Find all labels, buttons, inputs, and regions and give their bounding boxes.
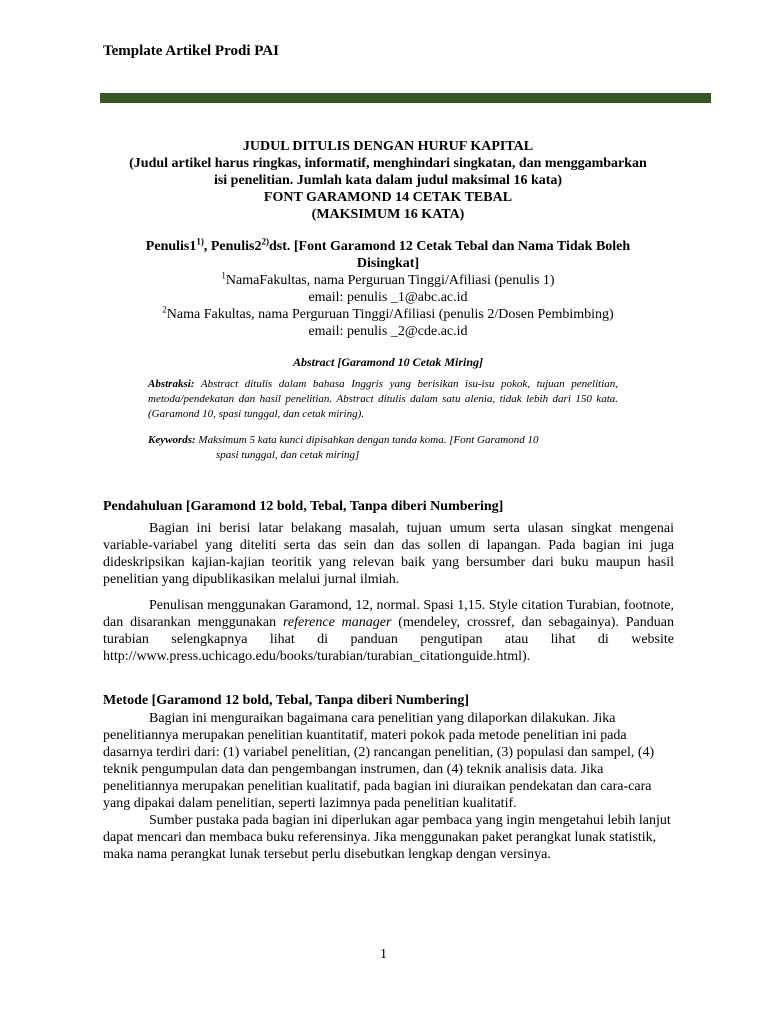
reference-manager-term: reference manager [282, 615, 392, 630]
paragraph: Sumber pustaka pada bagian ini diperlukan agar pembaca yang ingin mengetahui lebih lanjut dapat mencari dan membaca buku referensinya. Jika menggunakan paket perangkat lunak statistik, maka nama perangkat lunak tersebut perlu disebutkan lengkap dengan versinya. [103, 813, 671, 862]
abstract-text: Abstract ditulis dalam bahasa Inggris yang berisikan isu-isu pokok, tujuan penelitian, metoda/pendekatan dan hasil penelitian. Abstract ditulis dalam satu alenia, tidak lebih dari 150 kata. (Garamond 10, spasi tunggal, dan cetak miring). [148, 378, 618, 420]
abstract-body [148, 377, 618, 422]
keywords-text-cont: spasi tunggal, dan cetak miring] [216, 449, 360, 461]
section-body-pendahuluan [103, 520, 674, 665]
author-line-2 [100, 255, 676, 272]
title-line-3: isi penelitian. Jumlah kata dalam judul maksimal 16 kata) [213, 173, 563, 188]
abstract-heading: Abstract [Garamond 10 Cetak Miring] [292, 355, 484, 369]
email-1: email: penulis _1@abc.ac.id [308, 290, 468, 305]
section-body-metode [103, 710, 674, 863]
author-line [100, 238, 676, 255]
title-line-5: (MAKSIMUM 16 KATA) [311, 207, 465, 222]
title-line-1: JUDUL DITULIS DENGAN HURUF KAPITAL [242, 139, 534, 154]
email-2: email: penulis _2@cde.ac.id [308, 324, 468, 339]
paragraph-text: (mendeley, crossref, dan sebagainya). Panduan turabian selengkapnya lihat di panduan pengutipan atau lihat di website http://www.press.uchicago.edu/books/turabian/turabian_citationguide.html). [103, 615, 674, 664]
author-note-continued: Disingkat] [356, 256, 420, 271]
title-line-4: FONT GARAMOND 14 CETAK TEBAL [263, 190, 513, 205]
author-1-sup: 1) [196, 236, 204, 247]
keywords-text: Maksimum 5 kata kunci dipisahkan dengan tanda koma. [Font Garamond 10 [195, 434, 539, 446]
author-1: Penulis1 [145, 239, 197, 254]
author-note: dst. [Font Garamond 12 Cetak Tebal dan Nama Tidak Boleh [268, 239, 631, 254]
affiliation-2-text: Nama Fakultas, nama Perguruan Tinggi/Afiliasi (penulis 2/Dosen Pembimbing) [166, 307, 614, 322]
page-number: 1 [380, 947, 387, 962]
abstract-label: Abstraksi: [148, 378, 195, 390]
affiliation-1-sup: 1 [221, 270, 226, 281]
affiliation-2 [100, 306, 676, 323]
author-2-sup: 2) [261, 236, 269, 247]
section-heading-pendahuluan: Pendahuluan [Garamond 12 bold, Tebal, Tanpa diberi Numbering] [103, 499, 504, 514]
author-2: , Penulis2 [203, 239, 262, 254]
title-line-2: (Judul artikel harus ringkas, informatif, menghindari singkatan, dan menggambarkan [129, 156, 647, 171]
section-heading-metode: Metode [Garamond 12 bold, Tebal, Tanpa diberi Numbering] [103, 693, 470, 708]
affiliation-1 [100, 272, 676, 289]
affiliation-1-text: NamaFakultas, nama Perguruan Tinggi/Afiliasi (penulis 1) [225, 273, 555, 288]
paragraph-text: Penulisan menggunakan Garamond, 12, normal. Spasi 1,15. Style citation Turabian, footnote, dan disarankan menggunakan [103, 598, 674, 630]
paragraph [103, 597, 674, 665]
keywords-label: Keywords: [148, 434, 196, 446]
header-title: Template Artikel Prodi PAI [103, 43, 279, 59]
header-divider-bar [100, 93, 711, 103]
paragraph: Bagian ini menguraikan bagaimana cara penelitian yang dilaporkan dilakukan. Jika penelitiannya merupakan penelitian kuantitatif, materi pokok pada metode penelitian ini pada dasarnya terdiri dari: (1) variabel penelitian, (2) rancangan penelitian, (3) populasi dan sampel, (4) teknik pengumpulan data dan pengembangan instrumen, dan (4) teknik analisis data. Jika penelitiannya merupakan penelitian kualitatif, pada bagian ini diuraikan pendekatan dan cara-cara yang dipakai dalam penelitian, seperti lazimnya pada penelitian kualitatif. [103, 711, 655, 811]
paragraph: Bagian ini berisi latar belakang masalah, tujuan umum serta ulasan singkat mengenai variable-variabel yang diteliti serta das sein dan das sollen di lapangan. Pada bagian ini juga dideskripsikan kajian-kajian teoritik yang relevan baik yang bersumber dari buku maupun hasil penelitian yang dipublikasikan melalui jurnal ilmiah. [103, 521, 674, 587]
affiliation-2-sup: 2 [162, 304, 167, 315]
keywords [148, 433, 628, 463]
